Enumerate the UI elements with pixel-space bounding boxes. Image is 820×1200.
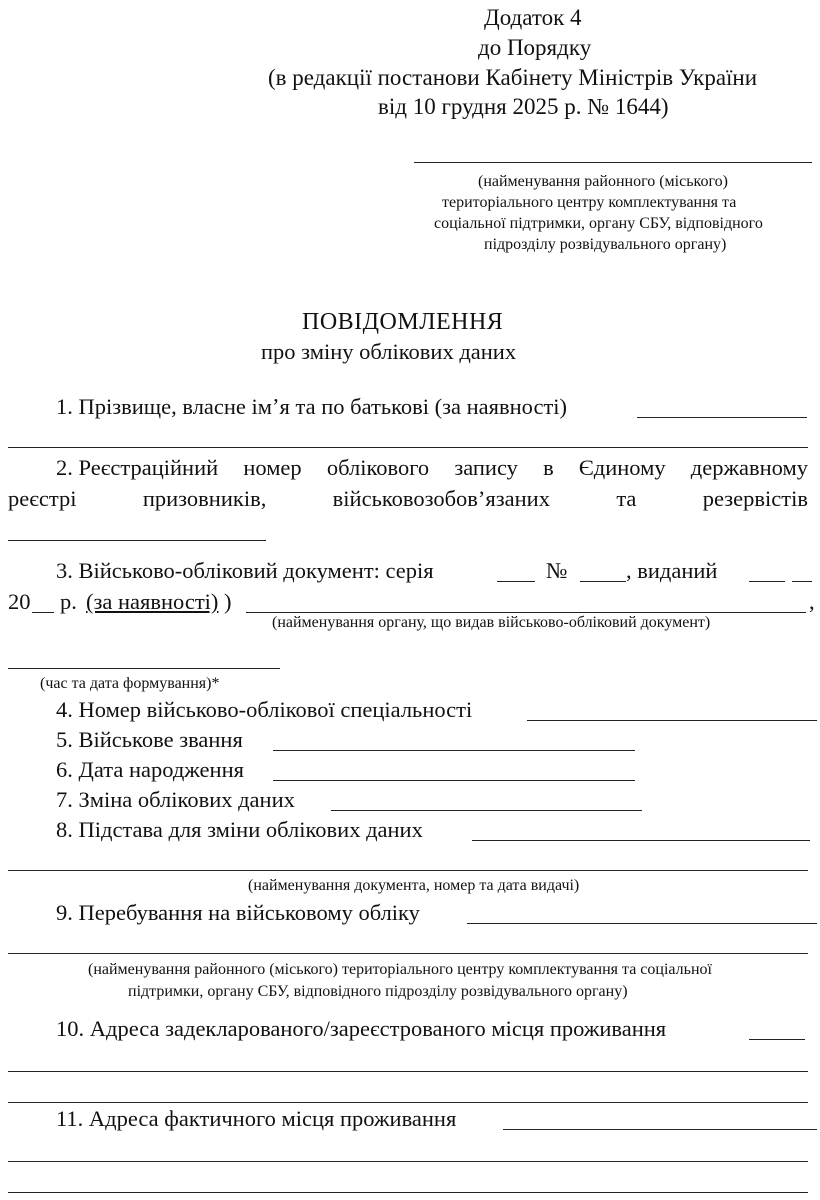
order-reference: до Порядку xyxy=(478,35,592,60)
edition-reference: (в редакції постанови Кабінету Міністрів України xyxy=(268,65,758,90)
item-2-word: в xyxy=(543,455,554,480)
item-4-field[interactable] xyxy=(527,720,817,721)
item-3-military-document: 3. Військово-обліковий документ: серія xyxy=(56,558,434,583)
item-3-year-prefix: 20 xyxy=(8,589,31,614)
item-11-field-line-2[interactable] xyxy=(8,1161,808,1162)
item-3-comma: , xyxy=(809,589,815,614)
item-3-series-field[interactable] xyxy=(497,581,535,582)
addressee-note-3: соціальної підтримки, органу СБУ, відповідного xyxy=(434,215,763,232)
item-11-actual-address: 11. Адреса фактичного місця проживання xyxy=(56,1106,457,1131)
item-8-change-basis: 8. Підстава для зміни облікових даних xyxy=(56,817,423,842)
item-3-day-field[interactable] xyxy=(749,581,785,582)
item-10-declared-address: 10. Адреса задекларованого/зареєстрованого місця проживання xyxy=(56,1016,667,1041)
item-9-field-continued[interactable] xyxy=(8,953,808,954)
item-3-time-date-field[interactable] xyxy=(8,668,280,669)
item-3-year-field[interactable] xyxy=(32,612,54,613)
item-5-military-rank: 5. Військове звання xyxy=(56,727,243,752)
item-2-word: призовників, xyxy=(142,486,267,511)
item-1-field-continued[interactable] xyxy=(8,447,808,448)
item-2-word: 2. Реєстраційний xyxy=(56,455,219,480)
item-8-field[interactable] xyxy=(472,840,810,841)
item-4-specialty-number: 4. Номер військово-облікової спеціальності xyxy=(56,697,473,722)
item-6-birth-date: 6. Дата народження xyxy=(56,757,244,782)
resolution-date: від 10 грудня 2025 р. № 1644) xyxy=(378,94,669,119)
addressee-note-2: територіального центру комплектування та xyxy=(442,194,737,211)
addressee-note-1: (найменування районного (міського) xyxy=(478,173,728,190)
item-8-field-continued[interactable] xyxy=(8,870,808,871)
item-1-field[interactable] xyxy=(637,417,807,418)
item-3-number-sign: № xyxy=(546,558,568,583)
item-10-field[interactable] xyxy=(749,1039,805,1040)
item-8-note: (найменування документа, номер та дата видачі) xyxy=(248,877,580,894)
item-3-issuer-note: (найменування органу, що видав військово-обліковий документ) xyxy=(272,614,711,631)
item-11-field-line-3[interactable] xyxy=(8,1192,808,1193)
item-3-if-available: (за наявності) xyxy=(86,589,219,614)
item-7-field[interactable] xyxy=(331,810,642,811)
item-3-year-suffix: р. xyxy=(60,589,77,614)
appendix-label: Додаток 4 xyxy=(484,5,582,30)
item-2-registration-number xyxy=(56,457,808,480)
item-2-word: реєстрі xyxy=(8,486,77,511)
item-3-issued-label: , виданий xyxy=(626,558,718,583)
item-2-word: запису xyxy=(454,455,518,480)
item-3-time-date-note: (час та дата формування)* xyxy=(40,675,220,692)
item-2-word: військовозобов’язаних xyxy=(332,486,550,511)
item-9-military-registration: 9. Перебування на військовому обліку xyxy=(56,900,420,925)
item-2-field[interactable] xyxy=(8,540,266,541)
item-9-field[interactable] xyxy=(467,923,817,924)
item-2-word: облікового xyxy=(326,455,430,480)
item-9-note-2: підтримки, органу СБУ, відповідного підрозділу розвідувального органу) xyxy=(128,983,628,1000)
item-2-registry-line xyxy=(8,488,808,511)
item-2-word: та xyxy=(616,486,637,511)
item-7-data-change: 7. Зміна облікових даних xyxy=(56,787,295,812)
item-11-field[interactable] xyxy=(503,1129,817,1130)
addressee-line[interactable] xyxy=(414,162,812,163)
item-2-word: номер xyxy=(243,455,302,480)
document-subtitle: про зміну облікових даних xyxy=(261,339,517,364)
item-5-field[interactable] xyxy=(273,750,635,751)
item-3-close-paren: ) xyxy=(224,589,232,614)
document-title: ПОВІДОМЛЕННЯ xyxy=(302,309,504,335)
item-2-word: Єдиному xyxy=(578,455,666,480)
addressee-note-4: підрозділу розвідувального органу) xyxy=(484,236,727,253)
item-9-note-1: (найменування районного (міського) територіального центру комплектування та соціальної xyxy=(88,961,712,978)
item-10-field-line-3[interactable] xyxy=(8,1102,808,1103)
item-1-full-name: 1. Прізвище, власне імʼя та по батькові (за наявності) xyxy=(56,394,568,419)
item-3-month-field[interactable] xyxy=(792,581,812,582)
item-10-field-line-2[interactable] xyxy=(8,1071,808,1072)
item-2-word: державному xyxy=(690,455,808,480)
item-6-field[interactable] xyxy=(273,780,635,781)
item-2-word: резервістів xyxy=(702,486,808,511)
item-3-issuer-field[interactable] xyxy=(246,612,806,613)
item-3-number-field[interactable] xyxy=(580,581,626,582)
